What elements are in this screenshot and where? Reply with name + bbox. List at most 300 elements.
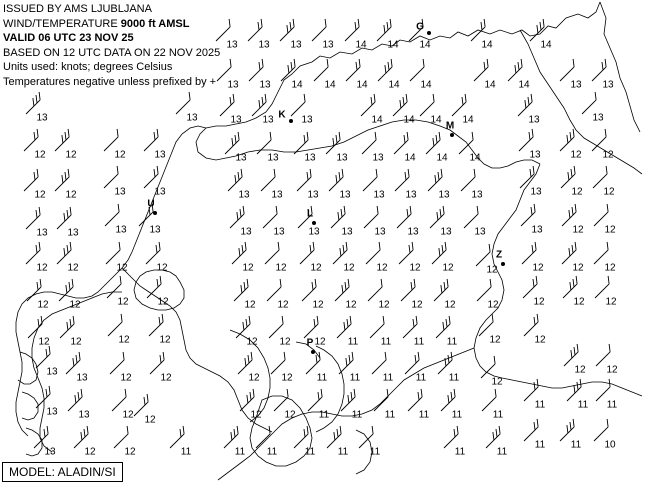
- temperature-label: 12: [34, 189, 46, 201]
- temperature-label: 13: [227, 79, 239, 91]
- wind-barb: [300, 242, 314, 264]
- temperature-label: 11: [606, 399, 618, 411]
- wind-barb: [147, 276, 161, 298]
- wind-barb: [59, 279, 73, 301]
- temperature-label: 12: [122, 409, 134, 421]
- wind-barb: [74, 426, 88, 448]
- wind-barb: [57, 242, 71, 264]
- wind-barb: [274, 389, 288, 411]
- station-marker: [427, 31, 431, 35]
- temperature-label: 13: [258, 39, 270, 51]
- temperature-label: 13: [235, 152, 247, 164]
- temperature-label: 13: [438, 189, 450, 201]
- wind-barb: [238, 352, 252, 374]
- temperature-label: 14: [481, 39, 493, 51]
- temperature-label: 12: [250, 409, 262, 421]
- wind-barb: [434, 279, 448, 301]
- temperature-label: 10: [604, 439, 616, 451]
- temperature-label: 13: [259, 79, 271, 91]
- wind-barb: [482, 389, 496, 411]
- temperature-label: 12: [65, 149, 77, 161]
- temperature-label: 13: [290, 39, 302, 51]
- temperature-label: 12: [242, 262, 254, 274]
- temperature-label: 13: [570, 79, 582, 91]
- wind-barb: [228, 169, 242, 191]
- wind-barb: [149, 314, 163, 336]
- wind-barb: [377, 19, 391, 41]
- temperature-label: 12: [444, 299, 456, 311]
- temperature-label: 13: [528, 114, 540, 126]
- temperature-label: 14: [518, 79, 530, 91]
- wind-barb: [524, 314, 538, 336]
- temperature-label: 14: [484, 79, 496, 91]
- temperature-label: 12: [84, 446, 96, 458]
- wind-barb: [530, 19, 544, 41]
- wind-barb: [271, 352, 285, 374]
- temperature-label: 14: [420, 79, 432, 91]
- temperature-label: 14: [462, 114, 474, 126]
- wind-barb: [66, 352, 80, 374]
- temperature-label: 13: [114, 186, 126, 198]
- wind-barb: [291, 94, 305, 116]
- temperature-label: 13: [262, 114, 274, 126]
- temperature-label: 12: [118, 334, 130, 346]
- wind-barb: [34, 426, 48, 448]
- wind-barb: [519, 129, 533, 151]
- temperature-label: 11: [380, 336, 392, 348]
- temperature-label: 13: [308, 226, 320, 238]
- temperature-label: 13: [530, 186, 542, 198]
- header-level-line: [3, 17, 220, 32]
- header-units: Units used: knots; degrees Celsius: [3, 61, 173, 73]
- wind-barb: [263, 206, 277, 228]
- wind-barb: [378, 59, 392, 81]
- wind-barb: [224, 426, 238, 448]
- wind-barb: [594, 242, 608, 264]
- temperature-label: 12: [246, 336, 258, 348]
- temperature-label: 12: [314, 336, 326, 348]
- temperature-label: 14: [436, 152, 448, 164]
- station-label: M: [445, 120, 455, 132]
- temperature-label: 13: [471, 189, 483, 201]
- wind-barb: [372, 352, 386, 374]
- wind-barb: [508, 59, 522, 81]
- wind-barb: [326, 132, 340, 154]
- temperature-label: 14: [356, 79, 368, 91]
- station-label: U: [147, 198, 155, 210]
- wind-barb: [176, 92, 190, 114]
- wind-barb: [150, 352, 164, 374]
- station-marker: [311, 350, 315, 354]
- wind-barb: [560, 419, 574, 441]
- wind-barb: [592, 59, 606, 81]
- temperature-label: 14: [403, 114, 415, 126]
- station-label: K: [278, 109, 286, 121]
- temperature-label: 14: [387, 39, 399, 51]
- station-marker: [153, 211, 157, 215]
- header-temp-note: Temperatures negative unless prefixed by +: [3, 75, 217, 88]
- wind-barb: [230, 206, 244, 228]
- temperature-label: 12: [572, 224, 584, 236]
- temperature-label: 12: [67, 262, 79, 274]
- temperature-label: 14: [419, 39, 431, 51]
- wind-barb: [314, 59, 328, 81]
- model-badge: [2, 462, 123, 482]
- station-label: L: [306, 208, 314, 220]
- temperature-label: 12: [486, 264, 498, 276]
- model-label: MODEL: ALADIN/SI: [9, 465, 116, 479]
- temperature-label: 14: [540, 39, 552, 51]
- station-label: G: [416, 21, 424, 33]
- wind-barb: [563, 276, 577, 298]
- wind-barb: [461, 169, 475, 191]
- wind-barb: [432, 242, 446, 264]
- wind-barb: [593, 166, 607, 188]
- wind-barb: [522, 242, 536, 264]
- temperature-label: 12: [574, 364, 586, 376]
- header-based-on: BASED ON 12 UTC DATA ON 22 NOV 2025: [3, 46, 221, 59]
- temperature-label: 12: [156, 262, 168, 274]
- wind-barb: [567, 379, 581, 401]
- station-label: P: [306, 337, 314, 349]
- station-label: Z: [495, 249, 503, 261]
- wind-barb: [261, 169, 275, 191]
- temperature-label: 14: [371, 114, 383, 126]
- temperature-label: 12: [572, 262, 584, 274]
- wind-barb: [582, 92, 596, 114]
- temperature-label: 13: [405, 189, 417, 201]
- wind-barb: [335, 279, 349, 301]
- temperature-label: 13: [341, 226, 353, 238]
- wind-barb: [24, 169, 38, 191]
- wind-barb: [464, 206, 478, 228]
- wind-barb: [304, 316, 318, 338]
- wind-barb: [403, 316, 417, 338]
- wind-barb: [486, 426, 500, 448]
- temperature-label: 12: [160, 372, 172, 384]
- wind-barb: [479, 314, 493, 336]
- temperature-label: 12: [345, 299, 357, 311]
- temperature-label: 13: [230, 114, 242, 126]
- wind-barb: [474, 59, 488, 81]
- wind-barb: [524, 419, 538, 441]
- temperature-label: 12: [69, 299, 81, 311]
- temperature-label: 12: [70, 336, 82, 348]
- temperature-label: 11: [534, 439, 546, 451]
- wind-barb: [265, 242, 279, 264]
- temperature-label: 13: [46, 366, 58, 378]
- temperature-label: 13: [307, 189, 319, 201]
- temperature-label: 11: [534, 399, 546, 411]
- wind-barb: [114, 426, 128, 448]
- wind-barb: [405, 352, 419, 374]
- wind-barb: [596, 344, 610, 366]
- temperature-label: 12: [248, 372, 260, 384]
- temperature-label: 12: [36, 262, 48, 274]
- wind-barb: [267, 279, 281, 301]
- temperature-label: 11: [496, 446, 508, 458]
- temperature-label: 12: [605, 296, 617, 308]
- wind-barb: [436, 316, 450, 338]
- temperature-label: 13: [273, 226, 285, 238]
- wind-barb: [337, 316, 351, 338]
- wind-barb: [249, 59, 263, 81]
- temperature-label: 12: [603, 186, 615, 198]
- wind-barb: [564, 344, 578, 366]
- temperature-label: 12: [38, 336, 50, 348]
- temperature-label: 11: [180, 446, 192, 458]
- temperature-label: 13: [271, 189, 283, 201]
- temperature-label: 12: [442, 262, 454, 274]
- temperature-label: 14: [324, 79, 336, 91]
- temperature-label: 14: [469, 152, 481, 164]
- wind-barb: [441, 389, 455, 411]
- temperature-label: 11: [577, 399, 589, 411]
- wind-barb: [561, 166, 575, 188]
- temperature-label: 11: [413, 336, 425, 348]
- temperature-label: 12: [284, 409, 296, 421]
- wind-barb: [361, 94, 375, 116]
- wind-barb: [106, 242, 120, 264]
- temperature-label: 11: [318, 409, 330, 421]
- wind-barb: [329, 169, 343, 191]
- wind-barb: [452, 94, 466, 116]
- wind-barb: [333, 242, 347, 264]
- temperature-label: 13: [44, 446, 56, 458]
- temperature-label: 11: [349, 372, 361, 384]
- temperature-label: 13: [407, 226, 419, 238]
- wind-barb: [428, 169, 442, 191]
- wind-barb: [401, 279, 415, 301]
- temperature-label: 11: [415, 372, 427, 384]
- temperature-label: 12: [604, 224, 616, 236]
- wind-barb: [257, 132, 271, 154]
- temperature-label: 12: [487, 299, 499, 311]
- temperature-label: 13: [267, 152, 279, 164]
- temperature-label: 14: [430, 114, 442, 126]
- temperature-label: 14: [404, 152, 416, 164]
- wind-barb: [420, 94, 434, 116]
- wind-barb: [594, 419, 608, 441]
- temperature-label: 11: [454, 446, 466, 458]
- temperature-label: 11: [304, 446, 316, 458]
- temperature-label: 14: [291, 79, 303, 91]
- temperature-label: 13: [226, 39, 238, 51]
- temperature-label: 12: [310, 262, 322, 274]
- temperature-label: 13: [304, 152, 316, 164]
- wind-barb: [523, 276, 537, 298]
- temperature-label: 12: [573, 296, 585, 308]
- wind-barb: [438, 352, 452, 374]
- wind-barb: [363, 169, 377, 191]
- temperature-label: 12: [244, 299, 256, 311]
- wind-barb: [105, 204, 119, 226]
- wind-barb: [220, 94, 234, 116]
- wind-barb: [107, 276, 121, 298]
- temperature-label: 11: [448, 372, 460, 384]
- header-issued-by: ISSUED BY AMS LJUBLJANA: [3, 3, 152, 15]
- wind-barb: [104, 129, 118, 151]
- temperature-label: 13: [46, 406, 58, 418]
- wind-barb: [225, 132, 239, 154]
- wind-barb: [397, 206, 411, 228]
- wind-barb: [256, 426, 270, 448]
- wind-barb: [399, 242, 413, 264]
- wind-barb: [477, 279, 491, 301]
- temperature-label: 13: [339, 189, 351, 201]
- temperature-label: 11: [351, 409, 363, 421]
- temperature-label: 13: [78, 409, 90, 421]
- temperature-label: 12: [157, 296, 169, 308]
- temperature-label: 12: [37, 299, 49, 311]
- wind-barb: [331, 206, 345, 228]
- header-block: [3, 2, 220, 89]
- wind-barb: [26, 242, 40, 264]
- wind-barb: [408, 389, 422, 411]
- temperature-label: 12: [120, 372, 132, 384]
- temperature-label: 12: [116, 262, 128, 274]
- temperature-label: 13: [301, 114, 313, 126]
- wind-barb: [68, 389, 82, 411]
- wind-barb: [370, 316, 384, 338]
- wind-barb: [459, 132, 473, 154]
- temperature-label: 11: [446, 336, 458, 348]
- temperature-label: 12: [34, 149, 46, 161]
- header-level-value: 9000 ft AMSL: [120, 17, 190, 30]
- wind-barb: [595, 276, 609, 298]
- wind-barb: [562, 204, 576, 226]
- temperature-label: 12: [571, 186, 583, 198]
- station-marker: [289, 119, 293, 123]
- temperature-label: 11: [234, 446, 246, 458]
- wind-barb: [345, 19, 359, 41]
- temperature-label: 13: [154, 149, 166, 161]
- temperature-label: 13: [36, 227, 48, 239]
- temperature-label: 12: [65, 189, 77, 201]
- temperature-label: 14: [388, 79, 400, 91]
- temperature-label: 12: [534, 334, 546, 346]
- wind-barb: [240, 389, 254, 411]
- temperature-label: 12: [114, 149, 126, 161]
- temperature-label: 13: [154, 186, 166, 198]
- wind-barb: [481, 356, 495, 378]
- temperature-label: 12: [411, 299, 423, 311]
- wind-barb: [521, 204, 535, 226]
- temperature-label: 11: [337, 446, 349, 458]
- wind-barb: [520, 166, 534, 188]
- wind-barb: [236, 316, 250, 338]
- station-marker: [501, 262, 505, 266]
- temperature-label: 13: [76, 372, 88, 384]
- temperature-label: 12: [604, 262, 616, 274]
- temperature-label: 12: [409, 262, 421, 274]
- wind-barb: [170, 426, 184, 448]
- wind-barb: [248, 19, 262, 41]
- wind-barb: [594, 204, 608, 226]
- temperature-label: 11: [382, 372, 394, 384]
- wind-barb: [394, 132, 408, 154]
- temperature-label: 13: [149, 224, 161, 236]
- wind-barb: [232, 242, 246, 264]
- station-marker: [450, 133, 454, 137]
- wind-barb: [364, 206, 378, 228]
- temperature-label: 13: [115, 224, 127, 236]
- temperature-label: 13: [238, 189, 250, 201]
- temperature-label: 12: [277, 299, 289, 311]
- temperature-label: 12: [489, 334, 501, 346]
- temperature-label: 12: [144, 414, 156, 426]
- temperature-label: 12: [279, 336, 291, 348]
- wind-barb: [26, 207, 40, 229]
- wind-barb: [57, 207, 71, 229]
- temperature-label: 12: [491, 376, 503, 388]
- wind-barb: [280, 19, 294, 41]
- temperature-label: 12: [378, 299, 390, 311]
- wind-barb: [269, 316, 283, 338]
- temperature-label: 11: [492, 409, 504, 421]
- temperature-label: 13: [440, 226, 452, 238]
- wind-barb: [592, 129, 606, 151]
- wind-barb: [36, 346, 50, 368]
- wind-barb: [108, 314, 122, 336]
- temperature-label: 13: [322, 39, 334, 51]
- temperature-label: 12: [343, 262, 355, 274]
- wind-barb: [112, 389, 126, 411]
- wind-barb: [560, 129, 574, 151]
- temperature-label: 12: [532, 262, 544, 274]
- temperature-label: 11: [570, 439, 582, 451]
- temperature-label: 11: [451, 409, 463, 421]
- temperature-label: 13: [373, 189, 385, 201]
- wind-barb: [410, 59, 424, 81]
- temperature-label: 12: [312, 299, 324, 311]
- wind-barb: [518, 94, 532, 116]
- wind-barb: [294, 426, 308, 448]
- wind-barb: [252, 94, 266, 116]
- wind-barb: [55, 129, 69, 151]
- temperature-label: 12: [606, 364, 618, 376]
- temperature-label: 12: [533, 296, 545, 308]
- temperature-label: 13: [372, 152, 384, 164]
- header-valid: VALID 06 UTC 23 NOV 25: [3, 32, 134, 44]
- temperature-label: 13: [592, 112, 604, 124]
- wind-barb: [281, 59, 295, 81]
- wind-barb: [308, 389, 322, 411]
- wind-barb: [560, 59, 574, 81]
- temperature-label: 13: [602, 79, 614, 91]
- wind-barb: [144, 129, 158, 151]
- wind-barb: [55, 169, 69, 191]
- wind-barb: [430, 206, 444, 228]
- wind-barb: [60, 316, 74, 338]
- wind-barb: [395, 169, 409, 191]
- wind-barb: [426, 132, 440, 154]
- wind-barb: [362, 132, 376, 154]
- temperature-label: 12: [124, 446, 136, 458]
- temperature-label: 12: [602, 149, 614, 161]
- temperature-label: 11: [347, 336, 359, 348]
- wind-barb: [312, 19, 326, 41]
- temperature-label: 11: [384, 409, 396, 421]
- wind-barb: [476, 244, 490, 266]
- wind-barb: [24, 129, 38, 151]
- station-marker: [312, 221, 316, 225]
- wind-barb: [366, 242, 380, 264]
- temperature-label: 11: [316, 372, 328, 384]
- temperature-label: 13: [474, 226, 486, 238]
- temperature-label: 13: [67, 227, 79, 239]
- wind-barb: [562, 242, 576, 264]
